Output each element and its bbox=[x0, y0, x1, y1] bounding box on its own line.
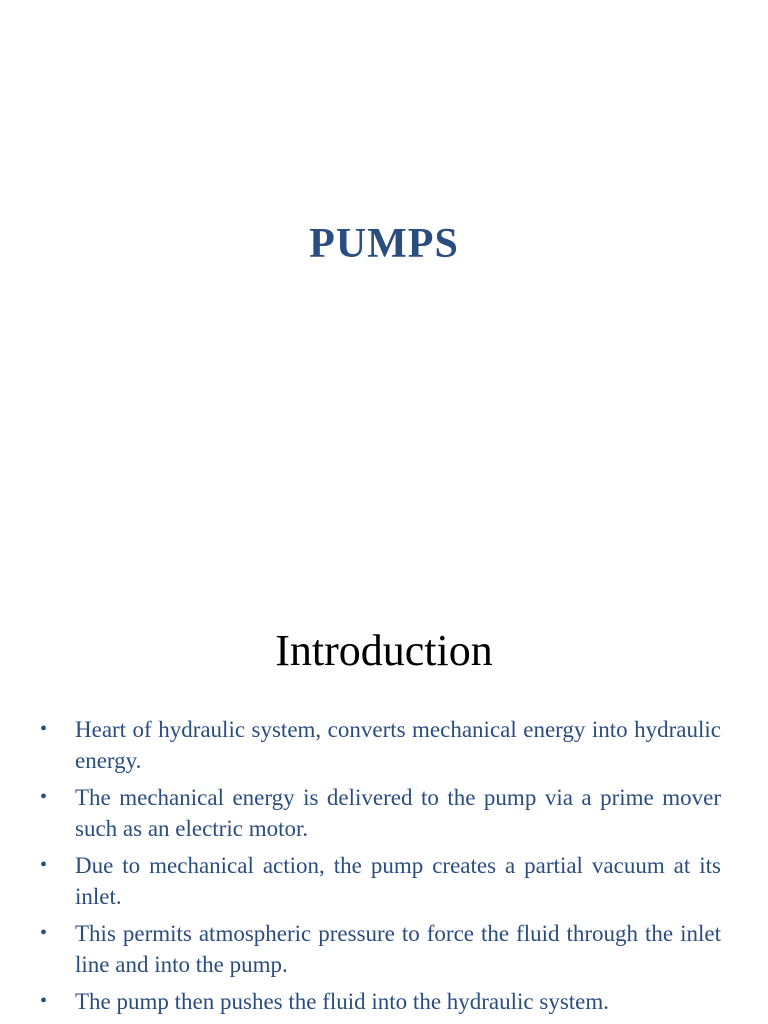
bullet-text: The mechanical energy is delivered to the pump via a prime mover such as an electric motor. bbox=[75, 785, 721, 841]
bullet-icon: • bbox=[40, 786, 48, 808]
bullet-text: This permits atmospheric pressure to force the fluid through the inlet line and into the pump. bbox=[75, 921, 721, 977]
bullet-icon: • bbox=[40, 718, 48, 740]
bullet-icon: • bbox=[40, 922, 48, 944]
bullet-icon: • bbox=[40, 854, 48, 876]
slide-title-pumps: PUMPS bbox=[309, 221, 459, 267]
bullet-item bbox=[40, 782, 721, 844]
bullet-item bbox=[40, 918, 721, 980]
bullet-item bbox=[40, 714, 721, 776]
bullet-text: The pump then pushes the fluid into the hydraulic system. bbox=[75, 989, 610, 1014]
bullet-list bbox=[40, 714, 721, 1023]
slide-title-introduction: Introduction bbox=[275, 626, 493, 675]
bullet-text: Due to mechanical action, the pump creates a partial vacuum at its inlet. bbox=[75, 853, 721, 909]
bullet-item bbox=[40, 986, 721, 1017]
bullet-text: Heart of hydraulic system, converts mechanical energy into hydraulic energy. bbox=[75, 717, 721, 773]
bullet-icon: • bbox=[40, 990, 48, 1012]
bullet-item bbox=[40, 850, 721, 912]
